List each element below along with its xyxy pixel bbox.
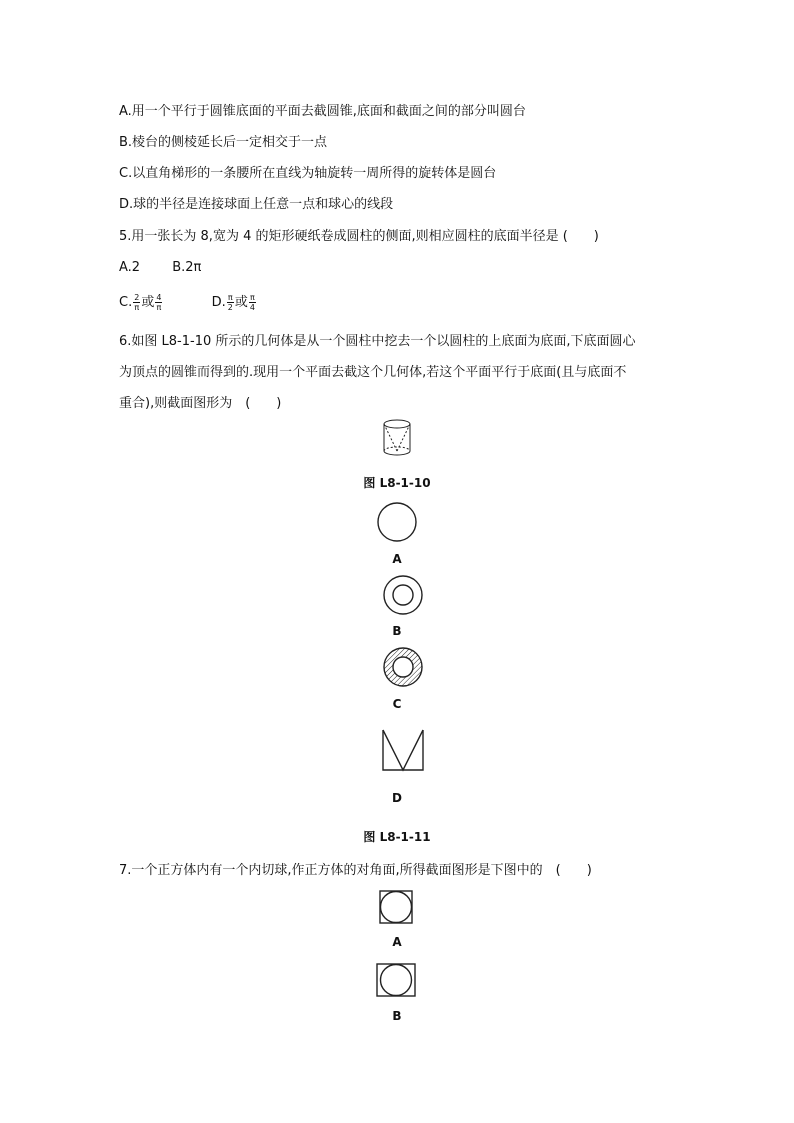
q7-label-b: B	[392, 1009, 402, 1023]
q6-label-b: B	[392, 624, 402, 638]
q5-option-c-fraction-2	[155, 293, 162, 312]
q6-option-b-concentric-circles	[382, 574, 424, 616]
fraction-denominator: 4	[249, 303, 255, 312]
q6-label-c: C	[392, 697, 402, 711]
q6-label-d: D	[392, 791, 402, 805]
q7-label-a: A	[392, 935, 402, 949]
q5-options-ab	[119, 259, 201, 277]
q5-options-cd	[119, 293, 257, 312]
q5-option-c-or: 或	[141, 295, 155, 310]
fraction-denominator: π	[156, 303, 162, 312]
q5-option-d-prefix: D.	[211, 295, 226, 310]
fraction-numerator: π	[227, 293, 233, 302]
q6-stem-line-1: 6.如图 L8-1-10 所示的几何体是从一个圆柱中挖去一个以圆柱的上底面为底面,下底面圆心	[119, 334, 636, 349]
q5-option-d-or: 或	[234, 295, 248, 310]
q5-option-c-prefix: C.	[119, 295, 133, 310]
q5-option-a: A.2	[119, 260, 141, 275]
q5-option-d-fraction-2	[249, 293, 256, 312]
q6-option-c-hatched-ring	[382, 646, 424, 688]
q6-stem-line-3: 重合),则截面图形为 ( )	[119, 396, 282, 411]
q7-option-b-rectangle-circle	[375, 962, 417, 998]
q6-stem-line-2: 为顶点的圆锥而得到的.现用一个平面去截这个几何体,若这个平面平行于底面(且与底面不	[119, 365, 627, 380]
q4-option-b: B.棱台的侧棱延长后一定相交于一点	[119, 135, 328, 150]
q5-option-d	[212, 293, 257, 312]
q5-stem: 5.用一张长为 8,宽为 4 的矩形硬纸卷成圆柱的侧面,则相应圆柱的底面半径是 ( )	[119, 229, 599, 244]
q6-option-a-circle	[376, 501, 418, 543]
q7-stem: 7.一个正方体内有一个内切球,作正方体的对角面,所得截面图形是下图中的 ( )	[119, 863, 592, 878]
fraction-denominator: 2	[227, 303, 233, 312]
figure-l8-1-11-caption: 图 L8-1-11	[363, 830, 431, 844]
q4-option-a: A.用一个平行于圆锥底面的平面去截圆锥,底面和截面之间的部分叫圆台	[119, 104, 526, 119]
fraction-numerator: 4	[156, 293, 162, 302]
q7-option-a-square-circle	[378, 889, 414, 925]
q4-option-c: C.以直角梯形的一条腰所在直线为轴旋转一周所得的旋转体是圆台	[119, 166, 497, 181]
figure-l8-1-10-caption: 图 L8-1-10	[363, 476, 431, 490]
q5-option-d-fraction-1	[227, 293, 234, 312]
q5-option-c	[119, 293, 163, 312]
cylinder-cone-figure	[381, 418, 413, 458]
fraction-numerator: π	[249, 293, 255, 302]
fraction-denominator: π	[134, 303, 140, 312]
q6-option-d-rectangle-v	[381, 728, 425, 772]
q5-option-c-fraction-1	[133, 293, 140, 312]
fraction-numerator: 2	[134, 293, 140, 302]
q4-option-d: D.球的半径是连接球面上任意一点和球心的线段	[119, 197, 394, 212]
q6-label-a: A	[392, 552, 402, 566]
q5-option-b: B.2π	[172, 260, 202, 275]
